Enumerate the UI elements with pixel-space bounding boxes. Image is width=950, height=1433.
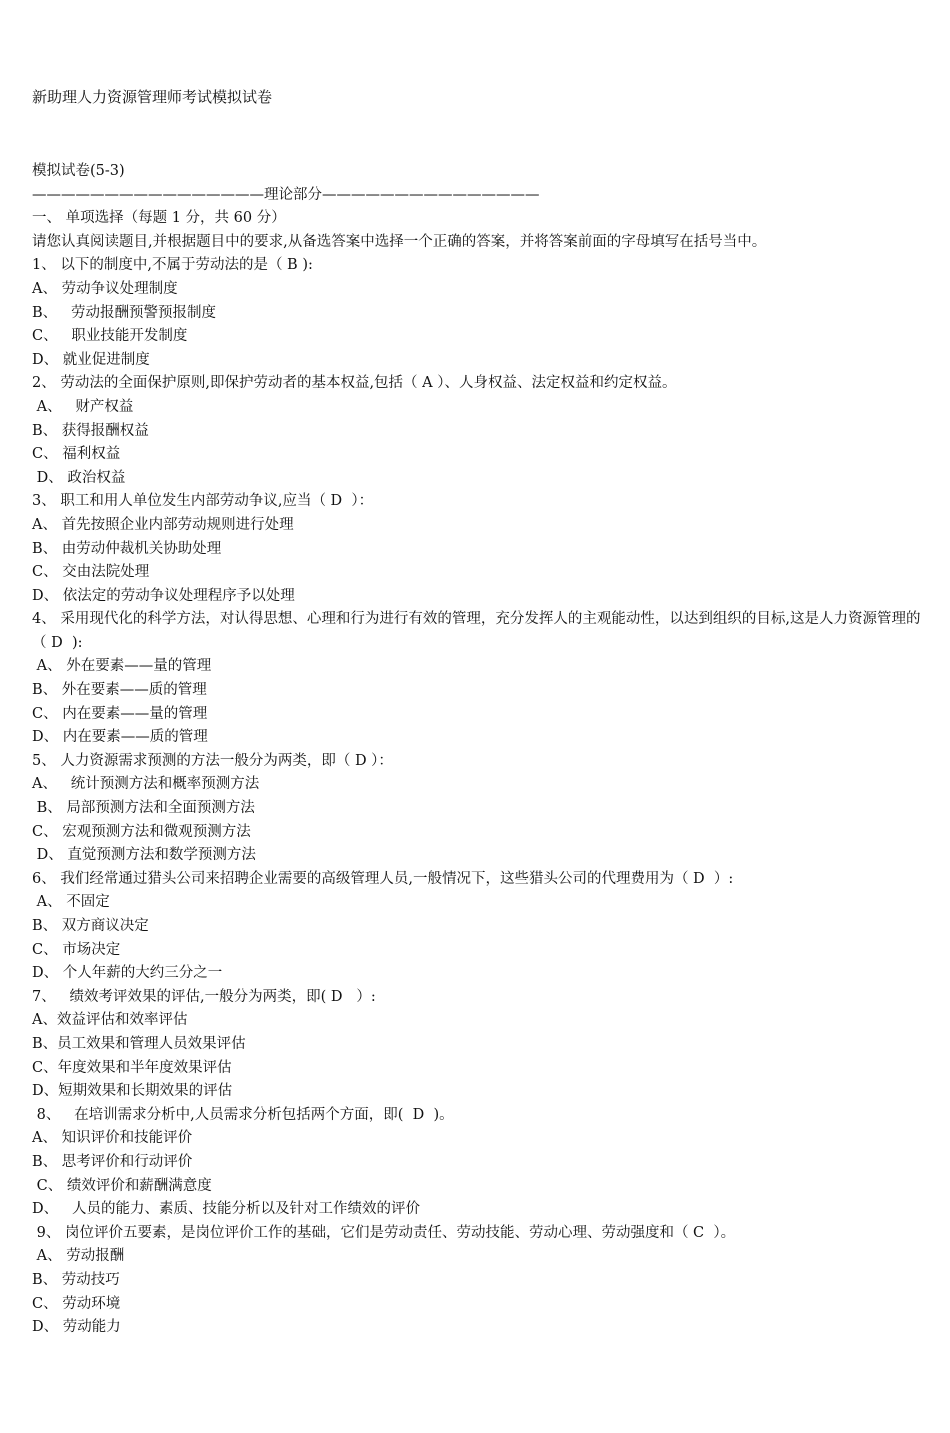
option-line: B、 局部预测方法和全面预测方法 <box>32 800 255 817</box>
option-line: C、 内在要素——量的管理 <box>32 705 208 722</box>
option-line: C、 职业技能开发制度 <box>32 328 188 345</box>
document-page <box>32 86 922 1340</box>
option-line: D、 个人年薪的大约三分之一 <box>32 965 223 982</box>
document-title: 新助理人力资源管理师考试模拟试卷 <box>32 88 273 106</box>
option-line: A、 知识评价和技能评价 <box>32 1130 193 1147</box>
option-line: D、 政治权益 <box>32 469 126 486</box>
option-line: A、 劳动报酬 <box>32 1248 125 1265</box>
option-line: C、 交由法院处理 <box>32 564 150 581</box>
question-line: 9、 岗位评价五要素，是岗位评价工作的基础，它们是劳动责任、劳动技能、劳动心理、劳动强度和（ C ）。 <box>32 1224 736 1241</box>
question-line: 2、 劳动法的全面保护原则,即保护劳动者的基本权益,包括（ A ）、人身权益、法定权益和约定权益。 <box>32 375 677 392</box>
option-line: B、 外在要素——质的管理 <box>32 682 207 699</box>
question-list <box>32 254 922 1339</box>
question-line: 1、 以下的制度中,不属于劳动法的是（ B ): <box>32 257 313 274</box>
option-line: C、 市场决定 <box>32 941 121 958</box>
option-line: D、 就业促进制度 <box>32 351 150 368</box>
option-line: A、 劳动争议处理制度 <box>32 280 178 297</box>
exam-code: 模拟试卷(5-3) <box>32 163 125 179</box>
option-line: B、 获得报酬权益 <box>32 422 149 439</box>
option-line: A、 财产权益 <box>32 398 134 415</box>
option-line: C、 福利权益 <box>32 446 121 463</box>
option-line: C、 绩效评价和薪酬满意度 <box>32 1177 212 1194</box>
option-line: B、员工效果和管理人员效果评估 <box>32 1035 246 1052</box>
question-line: 5、 人力资源需求预测的方法一般分为两类，即（ D ）： <box>32 752 393 769</box>
option-line: D、短期效果和长期效果的评估 <box>32 1083 233 1100</box>
question-line: 6、 我们经常通过猎头公司来招聘企业需要的高级管理人员,一般情况下，这些猎头公司的代理费用为（ D ）: <box>32 870 734 887</box>
option-line: D、 劳动能力 <box>32 1319 121 1336</box>
question-line: 3、 职工和用人单位发生内部劳动争议,应当（ D ）： <box>32 493 374 510</box>
option-line: D、 人员的能力、素质、技能分析以及针对工作绩效的评价 <box>32 1201 420 1218</box>
option-line: A、 统计预测方法和概率预测方法 <box>32 776 260 793</box>
option-line: B、 由劳动仲裁机关协助处理 <box>32 540 222 557</box>
option-line: B、 思考评价和行动评价 <box>32 1153 193 1170</box>
option-line: A、 不固定 <box>32 894 110 911</box>
question-line: 8、 在培训需求分析中,人员需求分析包括两个方面，即( D )。 <box>32 1106 454 1123</box>
instructions: 请您认真阅读题目,并根据题目中的要求,从备选答案中选择一个正确的答案，并将答案前面的字母填写在括号当中。 <box>32 233 767 250</box>
option-line: C、 劳动环境 <box>32 1295 121 1312</box>
part-title: 一、 单项选择（每题 1 分，共 60 分） <box>32 210 286 227</box>
option-line: C、年度效果和半年度效果评估 <box>32 1059 232 1076</box>
question-line: 7、 绩效考评效果的评估,一般分为两类，即( D ）: <box>32 988 376 1005</box>
question-line: 4、 采用现代化的科学方法，对认得思想、心理和行为进行有效的管理，充分发挥人的主观能动性，以达到组织的目标,这是人力资源管理的（ D ): <box>32 611 921 651</box>
option-line: B、 劳动报酬预警预报制度 <box>32 304 216 321</box>
option-line: A、效益评估和效率评估 <box>32 1012 188 1029</box>
section-header: ————————————————理论部分——————————————— <box>32 186 540 203</box>
option-line: D、 内在要素——质的管理 <box>32 729 208 746</box>
option-line: A、 外在要素——量的管理 <box>32 658 212 675</box>
option-line: A、 首先按照企业内部劳动规则进行处理 <box>32 516 294 533</box>
option-line: D、 依法定的劳动争议处理程序予以处理 <box>32 587 295 604</box>
option-line: D、 直觉预测方法和数学预测方法 <box>32 847 256 864</box>
option-line: B、 劳动技巧 <box>32 1271 120 1288</box>
option-line: C、 宏观预测方法和微观预测方法 <box>32 823 251 840</box>
option-line: B、 双方商议决定 <box>32 918 149 934</box>
